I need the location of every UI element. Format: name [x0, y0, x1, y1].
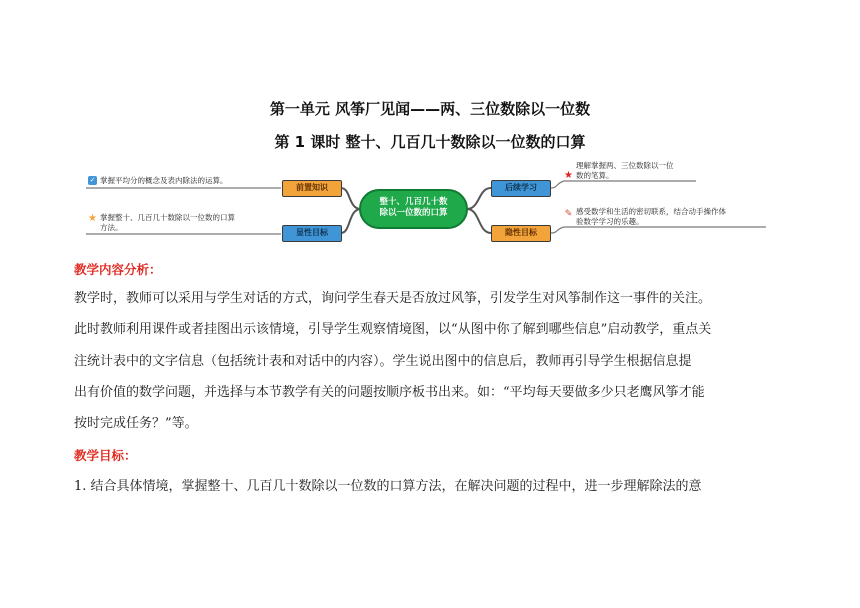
- branch-explicit-goal: 显性目标: [282, 225, 342, 242]
- star-icon: ★: [88, 213, 97, 224]
- center-topic: 整十、几百几十数 除以一位数的口算: [359, 189, 468, 229]
- mind-map: [86, 159, 766, 247]
- analysis-line: 按时完成任务？”等。: [74, 416, 198, 431]
- analysis-line: 教学时，教师可以采用与学生对话的方式，询问学生春天是否放过风筝，引发学生对风筝制作这一事件的关注。: [74, 291, 712, 306]
- checkbox-icon: ✓: [89, 176, 96, 184]
- goals-heading: 教学目标：: [74, 448, 137, 463]
- goal-item: 1. 结合具体情境，掌握整十、几百几十数除以一位数的口算方法，在解决问题的过程中，进一步理解除法的意: [74, 479, 702, 494]
- analysis-line: 出有价值的数学问题，并选择与本节教学有关的问题按顺序板书出来。如：“平均每天要做多少只老鹰风筝才能: [74, 385, 705, 400]
- explicit-goal-text: 掌握整十、几百几十数除以一位数的口算 方法。: [100, 213, 235, 232]
- branch-follow-up: 后续学习: [491, 180, 551, 197]
- branch-prior-knowledge: 前置知识: [282, 180, 342, 197]
- pencil-icon: ✎: [564, 209, 573, 219]
- analysis-line: 此时教师利用课件或者挂图出示该情境，引导学生观察情境图，以“从图中你了解到哪些信息”启动教学，重点关: [74, 322, 712, 337]
- analysis-line: 注统计表中的文字信息（包括统计表和对话中的内容）。学生说出图中的信息后，教师再引导学生根据信息提: [74, 354, 692, 369]
- branch-implicit-goal: 隐性目标: [491, 225, 551, 242]
- analysis-heading: 教学内容分析：: [74, 262, 162, 277]
- follow-up-text: 理解掌握两、三位数除以一位 数的笔算。: [576, 161, 674, 180]
- implicit-goal-text: 感受数学和生活的密切联系，结合动手操作体 验数学学习的乐趣。: [576, 207, 726, 226]
- lesson-title: 第 1 课时 整十、几百几十数除以一位数的口算: [274, 133, 586, 151]
- star-icon: ★: [564, 170, 573, 181]
- unit-title: 第一单元 风筝厂见闻——两、三位数除以一位数: [269, 100, 591, 118]
- prior-knowledge-text: 掌握平均分的概念及表内除法的运算。: [100, 176, 228, 185]
